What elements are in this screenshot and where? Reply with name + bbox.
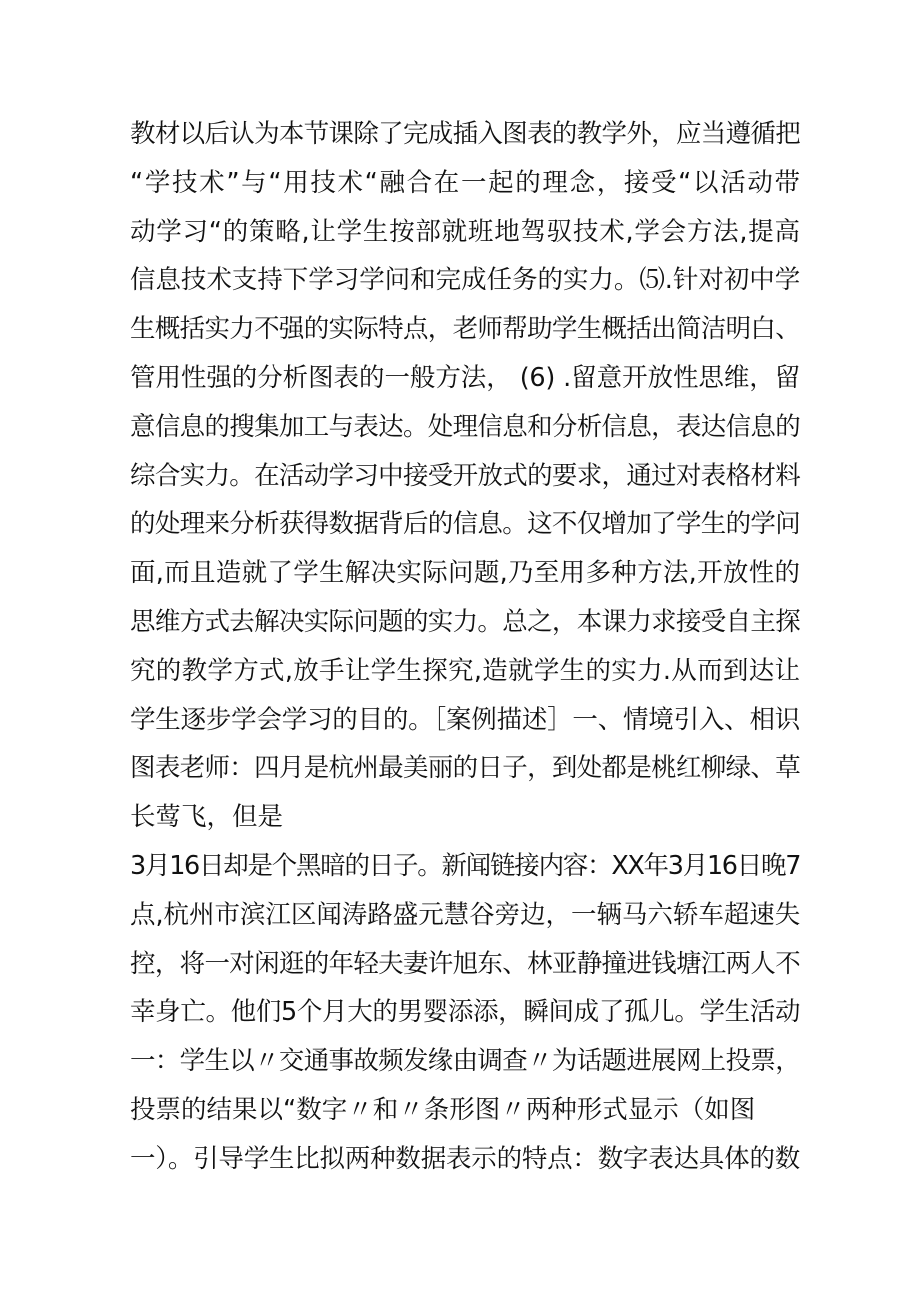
text-line-19: 幸身亡。他们5个月大的男婴添添，瞬间成了孤儿。学生活动 [130, 997, 800, 1028]
text-line-17: 点,杭州市滨江区闻涛路盛元慧谷旁边，一辆马六轿车超速失 [130, 899, 800, 930]
text-line-7: 意信息的搜集加工与表达。处理信息和分析信息，表达信息的 [130, 411, 800, 442]
text-line-21: 投票的结果以“数字〃和〃条形图〃两种形式显示（如图 [130, 1094, 756, 1125]
text-line-2: “学技术”与“用技术“融合在一起的理念，接受“以活动带 [130, 167, 800, 198]
text-line-20: 一：学生以〃交通事故频发缘由调查〃为话题进展网上投票， [130, 1046, 800, 1077]
text-line-9: 的处理来分析获得数据背后的信息。这不仅增加了学生的学问 [130, 509, 800, 540]
body-text [130, 110, 800, 1184]
text-line-6: 管用性强的分析图表的一般方法， (6) .留意开放性思维，留 [130, 362, 800, 393]
text-line-4: 信息技术支持下学习学问和完成任务的实力。⑸.针对初中学 [130, 265, 800, 296]
text-line-10: 面,而且造就了学生解决实际问题,乃至用多种方法,开放性的 [130, 558, 800, 589]
text-line-5: 生概括实力不强的实际特点，老师帮助学生概括出简洁明白、 [130, 314, 800, 345]
text-line-16: 3月16日却是个黑暗的日子。新闻链接内容：XX年3月16日晚7 [130, 850, 800, 881]
text-line-12: 究的教学方式,放手让学生探究,造就学生的实力.从而到达让 [130, 655, 800, 686]
text-line-3: 动学习“的策略,让学生按部就班地驾驭技术,学会方法,提高 [130, 216, 800, 247]
text-line-14: 图表老师：四月是杭州最美丽的日子，到处都是桃红柳绿、草 [130, 753, 800, 784]
text-line-11: 思维方式去解决实际问题的实力。总之，本课力求接受自主探 [130, 606, 800, 637]
text-line-8: 综合实力。在活动学习中接受开放式的要求，通过对表格材料 [130, 460, 800, 491]
text-line-18: 控，将一对闲逛的年轻夫妻许旭东、林亚静撞进钱塘江两人不 [130, 948, 800, 979]
text-line-1: 教材以后认为本节课除了完成插入图表的教学外，应当遵循把 [130, 119, 800, 149]
text-line-13: 学生逐步学会学习的目的。［案例描述］一、情境引入、相识 [130, 704, 800, 735]
text-line-22: 一）。引导学生比拟两种数据表示的特点：数字表达具体的数 [130, 1143, 800, 1174]
text-line-15: 长莺飞，但是 [130, 802, 284, 833]
